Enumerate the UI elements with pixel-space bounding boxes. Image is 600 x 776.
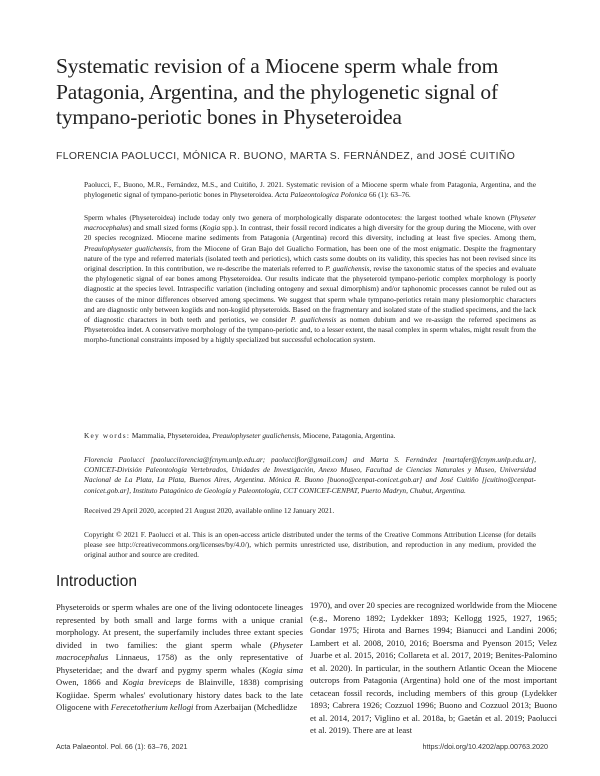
abstract [84, 213, 536, 346]
citation-volume: 66 (1): 63–76. [368, 190, 411, 200]
body-text: from Azerbaijan (Mchedlidze [193, 702, 298, 713]
species-name: Preaulophyseter gualichensis [84, 243, 172, 253]
copyright-notice: Copyright © 2021 F. Paolucci et al. This is an open-access article distributed under the terms of the Creative Commons Attribution License (for details please see http://creativecommons.org/licenses/by/4.0/), which permits unrestricted use, distribution, and reproduction in any medium, provided the original author and source are credited. [84, 530, 536, 560]
species-name: Kogia breviceps [122, 677, 182, 688]
author-addresses [84, 455, 536, 496]
species-name: Ferecetotherium kellogi [110, 702, 194, 713]
abstract-text: as nomen dubium and we re-assign the referred specimens as Physeteroidea indet. A conservative morphology of the tympano-periotic and, to a lesser extent, the nasal complex in sperm whales, might result from the morpho-functional constraints imposed by a highly specialized but successful echolocation system. [84, 315, 536, 345]
footer-journal-citation: Acta Palaeontol. Pol. 66 (1): 63–76, 2021 [56, 742, 188, 751]
footer-doi-link[interactable]: https://doi.org/10.4202/app.00763.2020 [422, 742, 548, 751]
citation-block [84, 180, 536, 200]
body-text: Owen, 1866 and [56, 677, 123, 688]
abstract-text: spp.). In contrast, their fossil record indicates a high diversity for the group during the Miocene, with over 20 species recognized. Miocene marine sediments from Patagonia (Argentina) record this diversity, including at least five species. Among them, [84, 223, 536, 243]
author-list: FLORENCIA PAOLUCCI, MÓNICA R. BUONO, MARTA S. FERNÁNDEZ, and JOSÉ CUITIÑO [56, 151, 516, 162]
citation-text: Paolucci, F., Buono, M.R., Fernández, M.S., and Cuitiño, J. 2021. Systematic revision of a Miocene sperm whale from Patagonia, Argentina, and the phylogenetic signal of tympano-periotic bones in Physeteroidea. [84, 180, 536, 200]
keywords [84, 431, 536, 441]
keywords-text: Mammalia, Physeteroidea, [131, 431, 213, 440]
section-heading: Introduction [56, 573, 137, 590]
keywords-label: Key words: [84, 431, 131, 440]
article-title: Systematic revision of a Miocene sperm whale from Patagonia, Argentina, and the phylogenetic signal of tympano-periotic bones in Physeteroidea [56, 54, 499, 129]
abstract-text: Sperm whales (Physeteroidea) include today only two genera of morphologically disparate odontocetes: the largest toothed whale known ( [84, 213, 511, 222]
addresses-text: Florencia Paolucci [paoluccilorencia@fcnym.unlp.edu.ar; paolucciflor@gmail.com] and Marta S. Fernández [martafer@fcnym.unlp.edu.ar], CONICET-División Paleontología Vertebrados, Unidades de Investigación, Anexo Museo, Facultad de Ciencias Naturales y Museo, Universidad Nacional de La Plata, La Plata, Buenos Aires, Argentina. Mónica R. Buono [buono@cenpat-conicet.gob.ar] and José Cuitiño [jcuitino@cenpat-conicet.gob.ar], Instituto Patagónico de Geología y Paleontología, CCT CONICET-CENPAT, Puerto Madryn, Chubut, Argentina. [84, 455, 536, 495]
species-name: Kogia sima [261, 664, 303, 675]
intro-column-right: 1970), and over 20 species are recognized worldwide from the Miocene (e.g., Moreno 1892; Lydekker 1893; Kellogg 1925, 1927, 1965; Gondar 1975; Hirota and Barnes 1994; Bianucci and Landini 2006; Lambert et al. 2008, 2010, 2016; Boersma and Pyenson 2015; Velez Juarbe et al. 2015, 2016; Collareta et al. 2017, 2019; Benites-Palomino et al. 2020). In particular, in the southern Atlantic Ocean the Miocene outcrops from Patagonia (Argentina) hold one of the most important cetacean fossil records, including members of this group (Lydekker 1893; Cabrera 1926; Cozzuol 1996; Buono and Cozzuol 2013; Buono et al. 2014, 2017; Viglino et al. 2018a, b; Gaetán et al. 2019; Paolucci et al. 2019). There are at least [310, 600, 557, 736]
species-name: P. gualichensis [325, 264, 370, 274]
abstract-text: , from the Miocene of Gran Bajo del Gualicho Formation, has been one of the most enigmatic. Despite the fragmentary nature of the type and referred materials (isolated teeth and periotics), which casts some doubts on its validity, this species has not been revised since its original description. In this contribution, we re-describe the materials referred to [84, 243, 536, 274]
species-name: Kogia [202, 223, 221, 233]
species-name: Physeter macrocephalus [84, 213, 536, 233]
body-text: Linnaeus, 1758) as the only representative of Physeteridae; and the dwarf and pygmy sperm whales ( [56, 652, 303, 675]
intro-column-left [56, 601, 303, 714]
citation-journal: Acta Palaeontologica Polonica [274, 190, 368, 200]
species-name: Preaulophyseter gualichensis [212, 431, 300, 440]
received-dates: Received 29 April 2020, accepted 21 August 2020, available online 12 January 2021. [84, 506, 335, 515]
body-text: de Blainville, 1838) comprising Kogiidae. Sperm whales' evolutionary history dates back to the late Oligocene with [56, 677, 303, 713]
abstract-text: , revise the taxonomic status of the species and evaluate the phylogenetic signal of ear bones among Physeteroidea. Our results indicate that the physeteroid tympano-periotic complex morphology is poorly diagnostic at the species level. Intraspecific variation (including ontogeny and sexual dimorphism) and/or taphonomic processes cannot be ruled out as the causes of the minor differences observed among specimens. We suggest that sperm whale tympano-periotics retain many plesiomorphic characters and are diagnostic only between kogiids and non-kogiid physeteroids. Based on the fragmentary and isolated state of the studied specimens, and the lack of diagnostic characters in both teeth and periotics, we consider [84, 264, 536, 325]
keywords-text: , Miocene, Patagonia, Argentina. [299, 431, 396, 440]
species-name: P. gualichensis [290, 315, 337, 325]
body-text: Physeteroids or sperm whales are one of the living odontocete lineages represented by both small and large forms with a unique cranial morphology. At present, the superfamily includes three extant species divided in two families: the giant sperm whale ( [56, 602, 303, 650]
species-name: Physeter macrocephalus [56, 639, 303, 663]
abstract-text: ) and small sized forms ( [128, 223, 203, 233]
